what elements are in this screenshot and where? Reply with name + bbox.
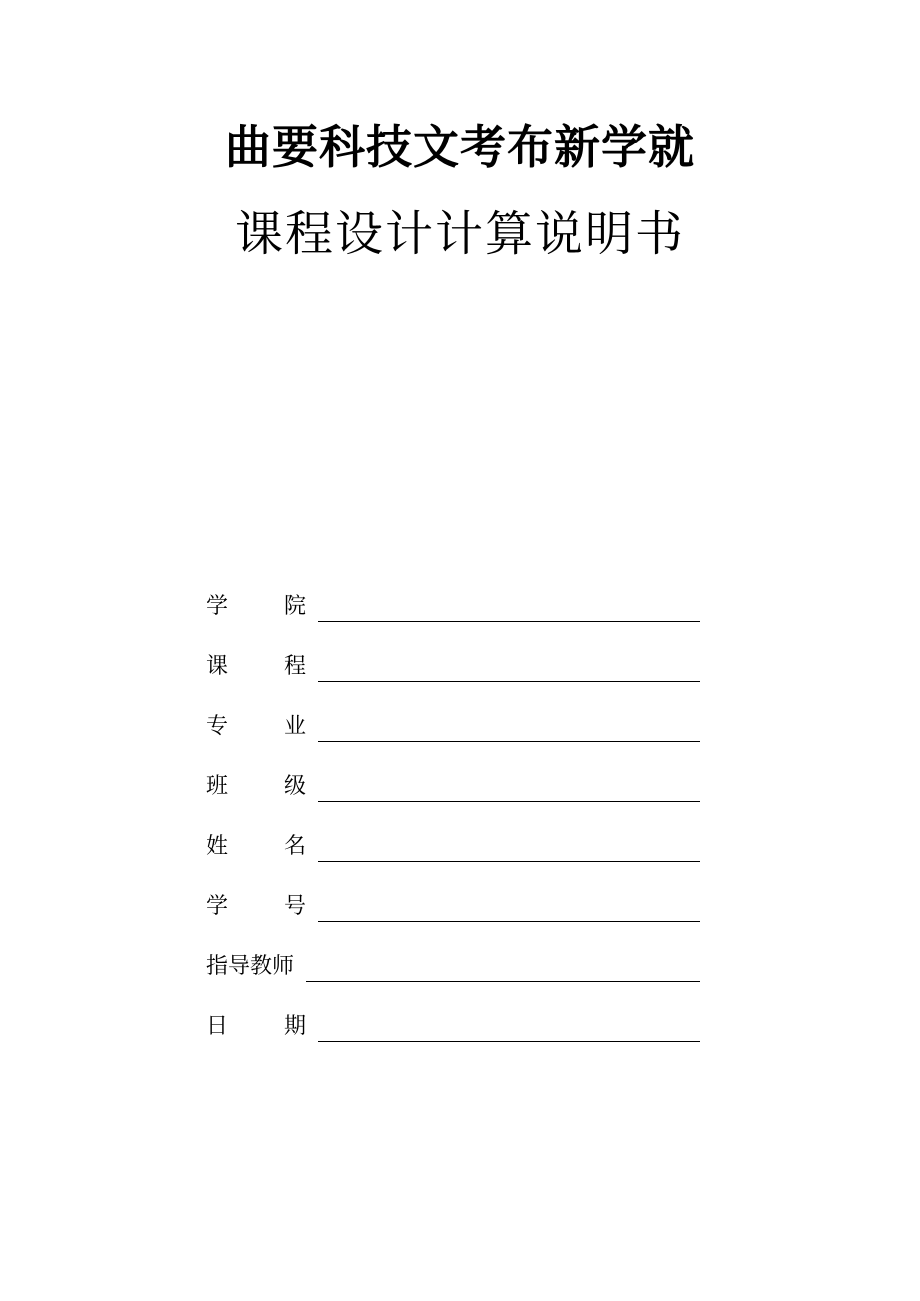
label-char: 日: [206, 1014, 229, 1039]
label-char: 号: [283, 894, 306, 919]
field-college: [206, 562, 706, 622]
label-char: 姓: [206, 834, 229, 859]
label-char: 业: [283, 714, 306, 739]
label-char: 学: [206, 594, 229, 619]
field-label: [206, 776, 318, 802]
university-title: 曲要科技文考布新学就: [225, 120, 695, 174]
label-char: 期: [283, 1014, 306, 1039]
field-label: [206, 716, 318, 742]
field-label: [206, 656, 318, 682]
label-char: 级: [283, 774, 306, 799]
info-fields: [206, 562, 706, 1042]
field-name: [206, 802, 706, 862]
label-char: 院: [283, 594, 306, 619]
label-char: 班: [206, 774, 229, 799]
label-char: 课: [206, 654, 229, 679]
field-major: [206, 682, 706, 742]
field-label: [206, 596, 318, 622]
label-char: 专: [206, 714, 229, 739]
label-char: 程: [283, 654, 306, 679]
field-course: [206, 622, 706, 682]
document-title: 课程设计计算说明书: [234, 206, 685, 262]
field-label: [206, 896, 318, 922]
field-label: [206, 836, 318, 862]
field-label: 指导教师: [206, 954, 295, 979]
field-label: [206, 1016, 318, 1042]
field-class: [206, 742, 706, 802]
field-student-id: [206, 862, 706, 922]
field-date: [206, 982, 706, 1042]
label-char: 名: [283, 834, 306, 859]
label-char: 学: [206, 894, 229, 919]
date-blank-line[interactable]: [318, 1040, 700, 1042]
field-advisor: [206, 922, 706, 982]
